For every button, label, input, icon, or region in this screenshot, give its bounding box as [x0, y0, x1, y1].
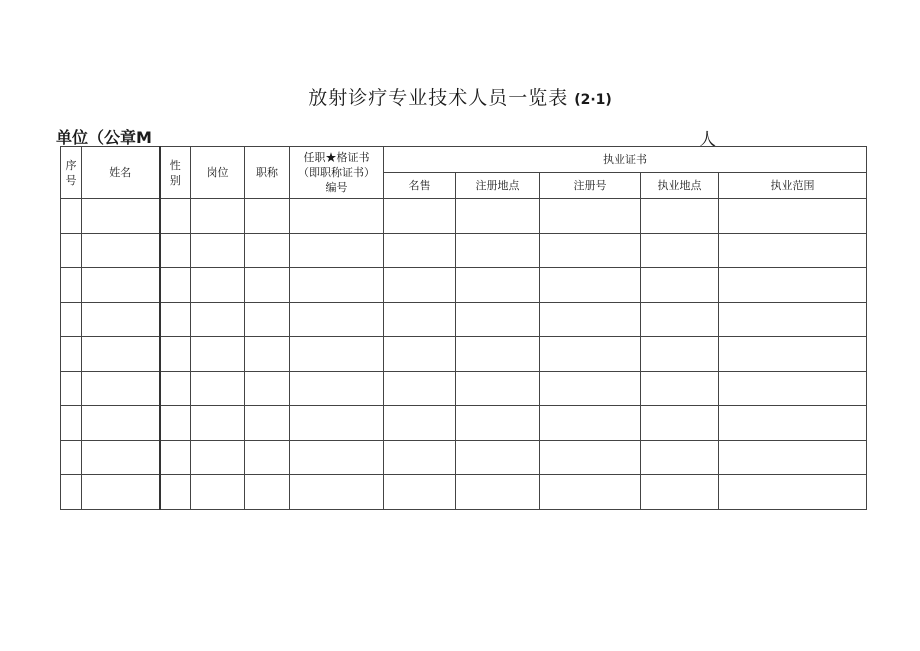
document-title — [0, 83, 920, 110]
table-cell[interactable] — [456, 199, 540, 234]
table-cell[interactable] — [641, 199, 719, 234]
table-cell[interactable] — [245, 268, 290, 303]
table-cell[interactable] — [290, 371, 384, 406]
header-name: 姓名 — [82, 147, 160, 199]
table-cell[interactable] — [641, 233, 719, 268]
table-row — [61, 302, 867, 337]
table-cell[interactable] — [719, 406, 867, 441]
table-cell[interactable] — [456, 406, 540, 441]
table-cell[interactable] — [191, 233, 245, 268]
table-cell[interactable] — [61, 440, 82, 475]
table-cell[interactable] — [160, 268, 191, 303]
header-qualification — [290, 147, 384, 199]
table-cell[interactable] — [540, 233, 641, 268]
header-sex-line2: 别 — [169, 173, 181, 187]
table-cell[interactable] — [384, 302, 456, 337]
table-cell[interactable] — [245, 371, 290, 406]
table-cell[interactable] — [456, 337, 540, 372]
header-title: 职称 — [245, 147, 290, 199]
table-cell[interactable] — [719, 475, 867, 510]
table-cell[interactable] — [160, 233, 191, 268]
table-cell[interactable] — [245, 475, 290, 510]
header-qualification-line1: 任职★格证书 — [303, 151, 370, 164]
people-count-label: 人 — [699, 130, 716, 150]
table-row — [61, 233, 867, 268]
table-cell[interactable] — [191, 302, 245, 337]
header-qualification-line2: （即职称证书） — [298, 166, 375, 179]
table-cell[interactable] — [641, 337, 719, 372]
table-cell[interactable] — [290, 268, 384, 303]
table-cell[interactable] — [160, 199, 191, 234]
table-cell[interactable] — [191, 406, 245, 441]
header-registration-number: 注册号 — [540, 173, 641, 199]
table-cell[interactable] — [290, 337, 384, 372]
table-cell[interactable] — [456, 268, 540, 303]
header-index — [61, 147, 82, 199]
table-cell[interactable] — [641, 302, 719, 337]
table-cell[interactable] — [641, 268, 719, 303]
table-cell[interactable] — [290, 440, 384, 475]
table-cell[interactable] — [61, 302, 82, 337]
table-row — [61, 440, 867, 475]
table-cell[interactable] — [290, 233, 384, 268]
table-cell[interactable] — [384, 233, 456, 268]
header-index-line2: 号 — [65, 173, 77, 187]
header-sex — [160, 147, 191, 199]
unit-seal-label: 单位（公章M — [56, 128, 152, 147]
table-cell[interactable] — [61, 268, 82, 303]
table-body — [61, 199, 867, 510]
table-cell[interactable] — [290, 199, 384, 234]
table-cell[interactable] — [61, 475, 82, 510]
table-cell[interactable] — [245, 406, 290, 441]
table-cell[interactable] — [290, 475, 384, 510]
table-cell[interactable] — [456, 440, 540, 475]
table-cell[interactable] — [540, 440, 641, 475]
table-cell[interactable] — [61, 406, 82, 441]
table-cell[interactable] — [384, 337, 456, 372]
table-cell[interactable] — [245, 302, 290, 337]
header-qualification-line3: 编号 — [325, 181, 348, 194]
table-cell[interactable] — [82, 302, 160, 337]
table-cell[interactable] — [82, 233, 160, 268]
header-license-group: 执业证书 — [384, 147, 867, 173]
table-row — [61, 371, 867, 406]
table-cell[interactable] — [540, 199, 641, 234]
header-practice-place: 执业地点 — [641, 173, 719, 199]
table-cell[interactable] — [82, 406, 160, 441]
table-cell[interactable] — [61, 233, 82, 268]
staff-table — [60, 146, 867, 510]
table-cell[interactable] — [456, 371, 540, 406]
table-cell[interactable] — [191, 440, 245, 475]
table-cell[interactable] — [540, 406, 641, 441]
table-cell[interactable] — [160, 302, 191, 337]
header-row-1 — [61, 147, 867, 173]
table-cell[interactable] — [191, 199, 245, 234]
table-cell[interactable] — [384, 406, 456, 441]
header-registration-place: 注册地点 — [456, 173, 540, 199]
table-cell[interactable] — [82, 199, 160, 234]
table-cell[interactable] — [61, 337, 82, 372]
table-row — [61, 199, 867, 234]
table-cell[interactable] — [160, 440, 191, 475]
table-cell[interactable] — [719, 440, 867, 475]
table-cell[interactable] — [82, 268, 160, 303]
title-main: 放射诊疗专业技术人员一览表 — [308, 87, 569, 109]
table-cell[interactable] — [191, 268, 245, 303]
table-cell[interactable] — [540, 337, 641, 372]
table-cell[interactable] — [641, 371, 719, 406]
table-cell[interactable] — [719, 268, 867, 303]
table-cell[interactable] — [456, 233, 540, 268]
table-cell[interactable] — [384, 199, 456, 234]
table-cell[interactable] — [384, 440, 456, 475]
header-sex-line1: 性 — [169, 158, 181, 172]
table-cell[interactable] — [245, 440, 290, 475]
table-cell[interactable] — [719, 199, 867, 234]
table-cell[interactable] — [245, 233, 290, 268]
table-cell[interactable] — [540, 302, 641, 337]
table-row — [61, 337, 867, 372]
table-cell[interactable] — [641, 406, 719, 441]
table-cell[interactable] — [719, 337, 867, 372]
table-cell[interactable] — [61, 371, 82, 406]
table-cell[interactable] — [191, 371, 245, 406]
table-cell[interactable] — [540, 371, 641, 406]
table-cell[interactable] — [160, 337, 191, 372]
table-cell[interactable] — [641, 475, 719, 510]
header-practice-scope: 执业范围 — [719, 173, 867, 199]
table-cell[interactable] — [384, 475, 456, 510]
table-cell[interactable] — [290, 406, 384, 441]
table-cell[interactable] — [82, 475, 160, 510]
table-cell[interactable] — [160, 475, 191, 510]
table-cell[interactable] — [82, 371, 160, 406]
title-code: (2·1) — [574, 92, 612, 108]
table-cell[interactable] — [540, 475, 641, 510]
table-cell[interactable] — [191, 337, 245, 372]
header-index-line1: 序 — [65, 158, 77, 172]
table-cell[interactable] — [290, 302, 384, 337]
table-cell[interactable] — [82, 337, 160, 372]
table-cell[interactable] — [719, 233, 867, 268]
table-cell[interactable] — [719, 302, 867, 337]
table-cell[interactable] — [245, 337, 290, 372]
table-cell[interactable] — [540, 268, 641, 303]
header-license-name: 名售 — [384, 173, 456, 199]
table-cell[interactable] — [719, 371, 867, 406]
table-cell[interactable] — [160, 371, 191, 406]
table-row — [61, 268, 867, 303]
table-cell[interactable] — [641, 440, 719, 475]
table-cell[interactable] — [456, 302, 540, 337]
table-cell[interactable] — [245, 199, 290, 234]
table-cell[interactable] — [191, 475, 245, 510]
table-cell[interactable] — [61, 199, 82, 234]
table-cell[interactable] — [456, 475, 540, 510]
header-post: 岗位 — [191, 147, 245, 199]
table-cell[interactable] — [82, 440, 160, 475]
table-cell[interactable] — [384, 268, 456, 303]
table-cell[interactable] — [384, 371, 456, 406]
table-cell[interactable] — [160, 406, 191, 441]
table-row — [61, 406, 867, 441]
table-row — [61, 475, 867, 510]
